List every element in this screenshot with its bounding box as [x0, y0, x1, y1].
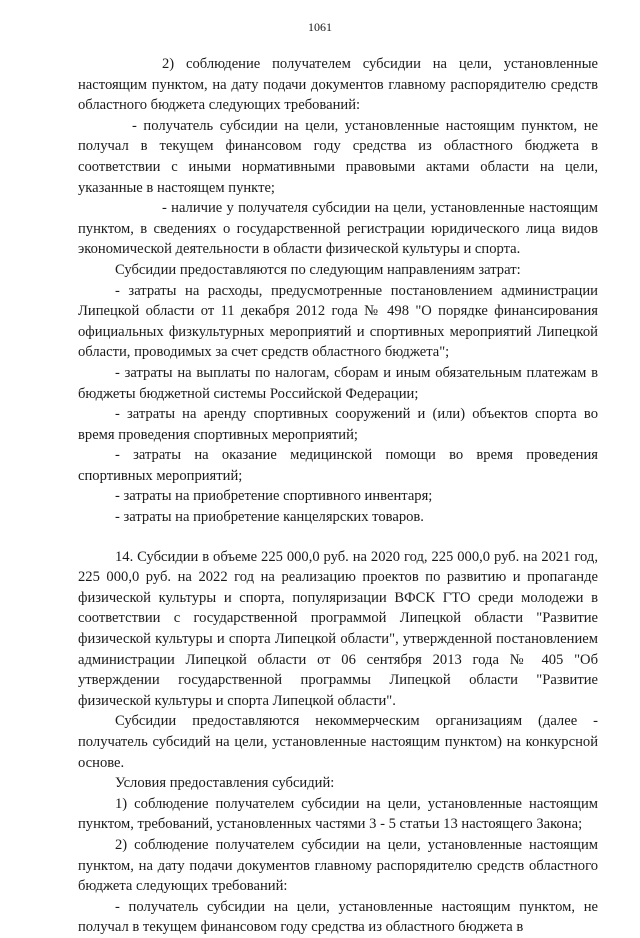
- paragraph: - затраты на приобретение канцелярских товаров.: [115, 509, 424, 526]
- paragraph: 14. Субсидии в объеме 225 000,0 руб. на 2020 год, 225 000,0 руб. на 2021 год, 225 000,0 руб. на 2022 год на реализацию проектов по развитию и пропаганде физической культуры и спорта, популяризации ВФСК ГТО среди молодежи в соответствии с государственной программой Липецкой области "Развитие физической культуры и спорта Липецкой области", утвержденной постановлением администрации Липецкой области от 06 сентября 2013 года № 405 "Об утверждении государственной программы Липецкой области "Развитие физической культуры и спорта Липецкой области".: [78, 548, 598, 709]
- paragraph: Субсидии предоставляются по следующим направлениям затрат:: [115, 261, 521, 278]
- document-body: [78, 54, 598, 938]
- paragraph: 2) соблюдение получателем субсидии на цели, установленные настоящим пунктом, на дату подачи документов главному распорядителю средств областного бюджета следующих требований:: [78, 836, 598, 895]
- paragraph-spacer: [78, 528, 598, 547]
- paragraph: - затраты на расходы, предусмотренные постановлением администрации Липецкой области от 11 декабря 2012 года № 498 "О порядке финансирования официальных физкультурных мероприятий и спортивных мероприятий Липецкой области, проводимых за счет средств областного бюджета";: [78, 282, 598, 361]
- paragraph: 1) соблюдение получателем субсидии на цели, установленные настоящим пунктом, требований, установленных частями 3 - 5 статьи 13 настоящего Закона;: [78, 795, 598, 833]
- paragraph: Субсидии предоставляются некоммерческим организациям (далее - получатель субсидий на цели, установленные настоящим пунктом) на конкурсной основе.: [78, 713, 598, 771]
- paragraph: - получатель субсидии на цели, установленные настоящим пунктом, не получал в текущем финансовом году средства из областного бюджета в: [78, 898, 598, 936]
- paragraph: - наличие у получателя субсидии на цели, установленные настоящим пунктом, в сведениях о государственной регистрации юридического лица видов экономической деятельности в области физической культуры и спорта.: [78, 200, 598, 258]
- paragraph: Условия предоставления субсидий:: [115, 775, 335, 792]
- paragraph: - затраты на аренду спортивных сооружений и (или) объектов спорта во время проведения спортивных мероприятий;: [78, 406, 598, 443]
- paragraph: 2) соблюдение получателем субсидии на цели, установленные настоящим пунктом, на дату подачи документов главному распорядителю средств областного бюджета следующих требований:: [78, 56, 598, 114]
- paragraph: - получатель субсидии на цели, установленные настоящим пунктом, не получал в текущем финансовом году средства из областного бюджета в соответствии с иными нормативными правовыми актами области на цели, указанные в настоящем пункте;: [78, 117, 598, 196]
- paragraph: - затраты на выплаты по налогам, сборам и иным обязательным платежам в бюджеты бюджетной системы Российской Федерации;: [78, 364, 598, 402]
- paragraph: - затраты на приобретение спортивного инвентаря;: [115, 488, 433, 505]
- paragraph: - затраты на оказание медицинской помощи во время проведения спортивных мероприятий;: [78, 447, 598, 484]
- page-number: 1061: [308, 20, 332, 34]
